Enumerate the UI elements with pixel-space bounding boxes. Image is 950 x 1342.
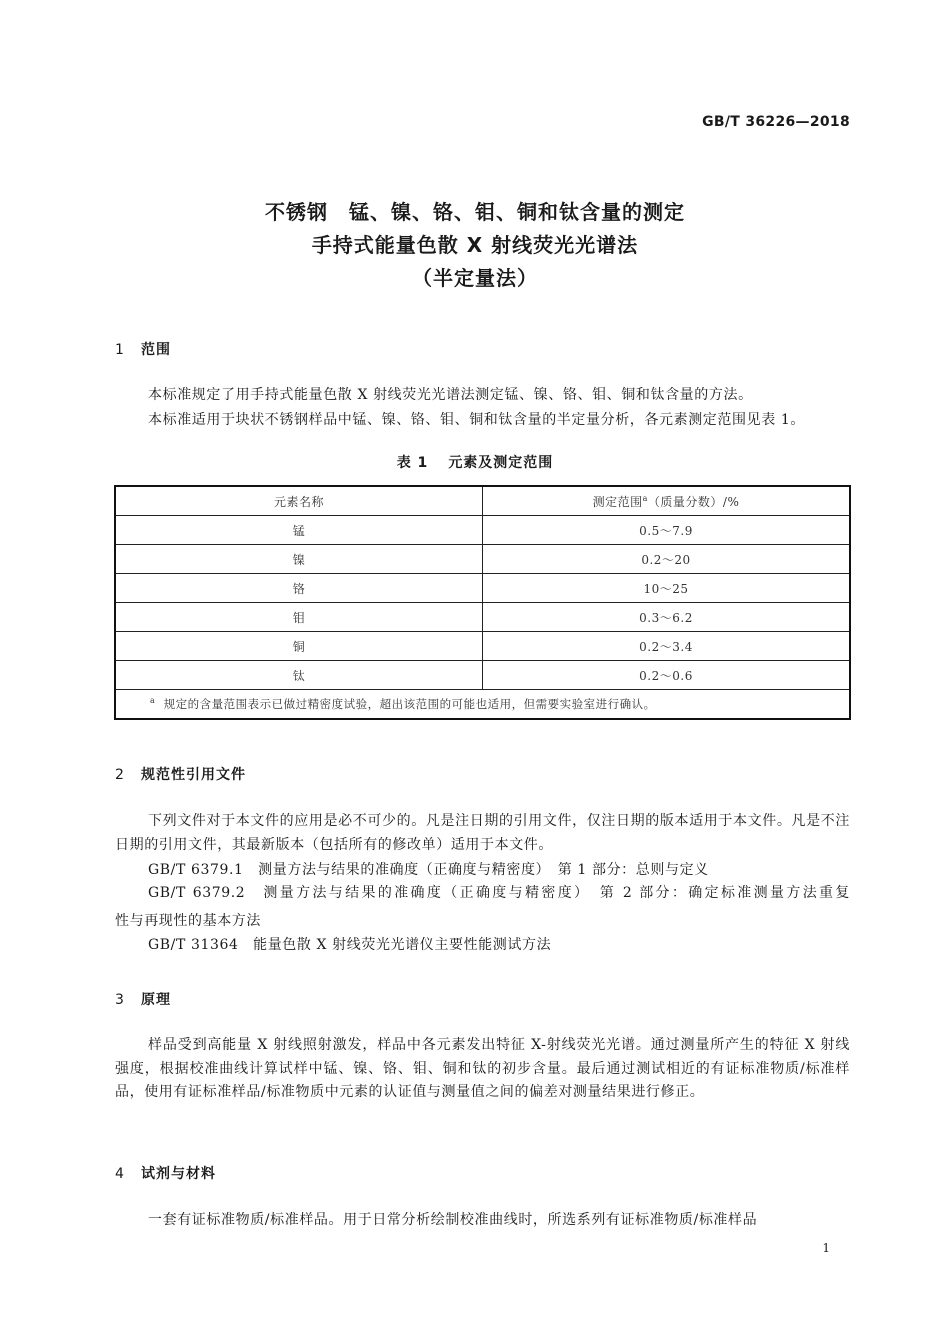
reference-2-line-2: 性与再现性的基本方法	[115, 913, 261, 929]
column-header-range	[483, 486, 851, 516]
section-title: 试剂与材料	[141, 1166, 216, 1182]
range-cell: 0.5～7.9	[483, 516, 851, 545]
section-title: 规范性引用文件	[141, 767, 246, 783]
element-cell: 铬	[115, 574, 483, 603]
section-title: 原理	[141, 992, 171, 1008]
section-1-heading	[115, 339, 171, 359]
section-number: 2	[115, 767, 125, 783]
range-header-post: （质量分数）/%	[647, 494, 740, 509]
document-title-line1: 不锈钢 锰、镍、铬、钼、铜和钛含量的测定	[265, 200, 685, 224]
page-number: 1	[822, 1241, 830, 1255]
section-number: 3	[115, 992, 125, 1008]
table-row	[115, 661, 850, 690]
section-2-heading	[115, 764, 246, 784]
footnote-text: 规定的含量范围表示已做过精密度试验，超出该范围的可能也适用，但需要实验室进行确认。	[163, 697, 656, 711]
table-row	[115, 545, 850, 574]
table-caption-text: 元素及测定范围	[448, 455, 554, 471]
range-cell: 10～25	[483, 574, 851, 603]
range-cell: 0.2～0.6	[483, 661, 851, 690]
section-1-paragraph-1: 本标准规定了用手持式能量色散 X 射线荧光光谱法测定锰、镍、铬、钼、铜和钛含量的方法。	[148, 387, 753, 403]
table-row	[115, 574, 850, 603]
table-caption	[0, 452, 950, 472]
element-cell: 锰	[115, 516, 483, 545]
reference-2-line-1: GB/T 6379.2 测量方法与结果的准确度（正确度与精密度） 第 2 部分：确定标准测量方法重复	[148, 885, 850, 901]
section-number: 4	[115, 1166, 125, 1182]
table-footnote	[115, 690, 850, 720]
document-title-line3: （半定量法）	[412, 266, 538, 290]
range-cell: 0.3～6.2	[483, 603, 851, 632]
range-header-pre: 测定范围	[592, 494, 643, 509]
reference-1: GB/T 6379.1 测量方法与结果的准确度（正确度与精密度） 第 1 部分：总则与定义	[148, 862, 709, 878]
table-footnote-row	[115, 690, 850, 720]
footnote-marker: a	[150, 696, 156, 706]
table-row	[115, 632, 850, 661]
column-header-element: 元素名称	[115, 486, 483, 516]
section-3-heading	[115, 989, 171, 1009]
section-4-paragraph-1: 一套有证标准物质/标准样品。用于日常分析绘制校准曲线时，所选系列有证标准物质/标准样品	[148, 1212, 758, 1228]
section-1-paragraph-2: 本标准适用于块状不锈钢样品中锰、镍、铬、钼、铜和钛含量的半定量分析，各元素测定范围见表 1。	[148, 412, 805, 428]
element-cell: 钼	[115, 603, 483, 632]
range-cell: 0.2～3.4	[483, 632, 851, 661]
document-title-line2: 手持式能量色散 X 射线荧光光谱法	[311, 233, 639, 257]
table-row	[115, 603, 850, 632]
range-cell: 0.2～20	[483, 545, 851, 574]
reference-3: GB/T 31364 能量色散 X 射线荧光光谱仪主要性能测试方法	[148, 937, 552, 953]
element-cell: 钛	[115, 661, 483, 690]
section-3-paragraph-1: 样品受到高能量 X 射线照射激发，样品中各元素发出特征 X-射线荧光光谱。通过测量所产生的特征 X 射线强度，根据校准曲线计算试样中锰、镍、铬、钼、铜和钛的初步含量。最后通过测试相近的有证标准物质/标准样品，使用有证标准样品/标准物质中元素的认证值与测量值之间的偏差对测量结果进行修正。	[115, 1037, 850, 1100]
table-row	[115, 516, 850, 545]
section-4-heading	[115, 1163, 216, 1183]
element-range-table	[114, 485, 851, 720]
element-cell: 铜	[115, 632, 483, 661]
table-header-row	[115, 486, 850, 516]
footnote-marker: a	[642, 493, 648, 503]
section-title: 范围	[141, 342, 171, 358]
element-cell: 镍	[115, 545, 483, 574]
table-caption-number: 表 1	[396, 455, 429, 471]
section-number: 1	[115, 342, 125, 358]
standard-code: GB/T 36226—2018	[702, 114, 850, 130]
section-2-paragraph-1: 下列文件对于本文件的应用是必不可少的。凡是注日期的引用文件，仅注日期的版本适用于本文件。凡是不注日期的引用文件，其最新版本（包括所有的修改单）适用于本文件。	[115, 813, 850, 853]
